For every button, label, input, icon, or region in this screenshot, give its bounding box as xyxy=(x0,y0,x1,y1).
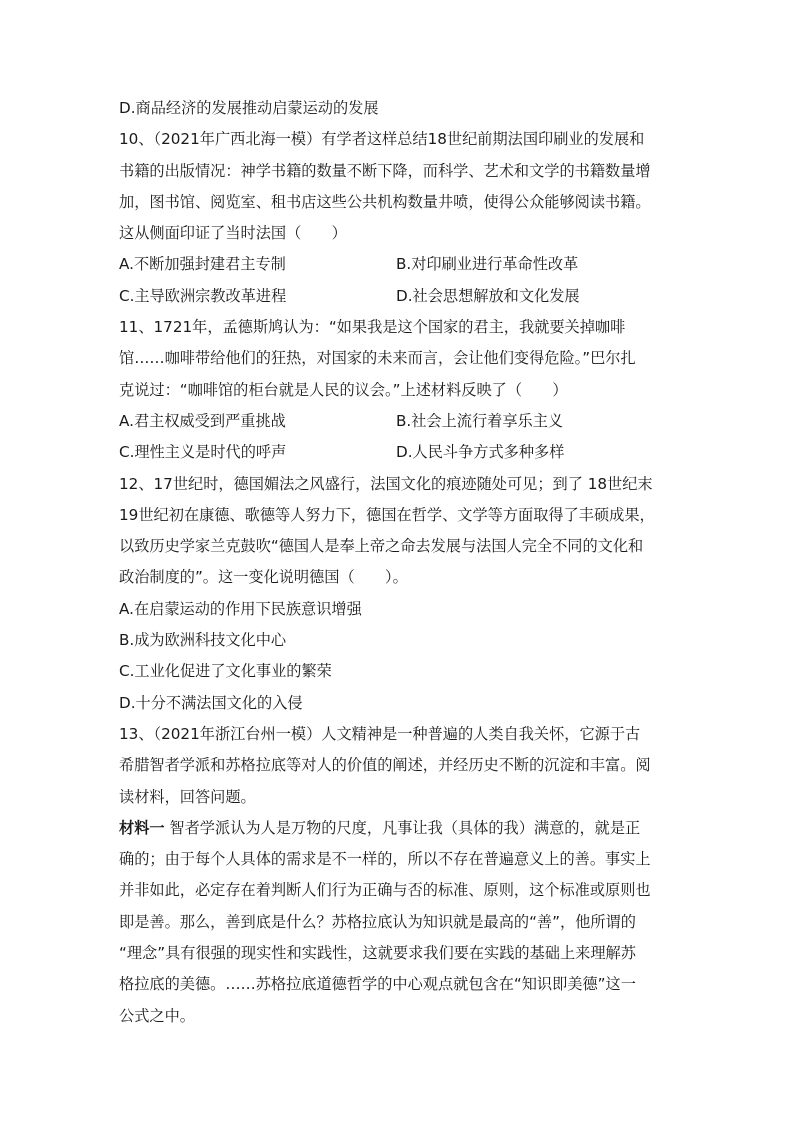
q12-stem-line-3: 以致历史学家兰克鼓吹“德国人是奉上帝之命去发展与法国人完全不同的文化和 xyxy=(119,537,644,556)
q13-material1-line-2: 确的；由于每个人具体的需求是不一样的，所以不存在普遍意义上的善。事实上 xyxy=(119,850,651,869)
exam-page xyxy=(119,93,691,1032)
q10-option-a: A.不断加强封建君主专制 xyxy=(119,255,286,274)
q10-options-row-1 xyxy=(119,249,691,280)
q11-options-row-2 xyxy=(119,437,691,468)
question-11 xyxy=(119,312,691,468)
q13-material1-line-5: “理念”具有很强的现实性和实践性，这就要求我们要在实践的基础上来理解苏 xyxy=(119,944,636,963)
q11-option-b: B.社会上流行着享乐主义 xyxy=(396,411,564,430)
q13-stem-line-2: 希腊智者学派和苏格拉底等对人的价值的阐述，并经历史不断的沉淀和丰富。阅 xyxy=(119,756,651,775)
question-10 xyxy=(119,124,691,312)
q10-stem-line-1: 10、（2021年广西北海一模）有学者这样总结18世纪前期法国印刷业的发展和 xyxy=(119,130,645,149)
q13-material1-line-4: 即是善。那么，善到底是什么？苏格拉底认为知识就是最高的“善”，他所谓的 xyxy=(119,912,636,931)
q11-stem-line-3: 克说过：“咖啡馆的柜台就是人民的议会。”上述材料反映了（ ） xyxy=(119,380,568,399)
q10-option-b: B.对印刷业进行革命性改革 xyxy=(396,255,579,274)
material1-label: 材料一 xyxy=(119,818,165,837)
material1-first-text: 智者学派认为人是万物的尺度，凡事让我（具体的我）满意的，就是正 xyxy=(169,818,641,837)
q10-stem-line-3: 加，图书馆、阅览室、租书店这些公共机构数量井喷，使得公众能够阅读书籍。 xyxy=(119,192,651,211)
q12-option-d: D.十分不满法国文化的入侵 xyxy=(119,693,303,712)
q12-option-c: C.工业化促进了文化事业的繁荣 xyxy=(119,662,332,681)
q12-option-a: A.在启蒙运动的作用下民族意识增强 xyxy=(119,599,362,618)
q13-stem-line-3: 读材料，回答问题。 xyxy=(119,787,256,806)
question-13 xyxy=(119,719,691,1032)
q11-options-row-1 xyxy=(119,406,691,437)
q11-stem-line-2: 馆……咖啡带给他们的狂热，对国家的未来而言，会让他们变得危险。”巴尔扎 xyxy=(119,349,636,368)
q13-material1-line-3: 并非如此，必定存在着判断人们行为正确与否的标准、原则，这个标准或原则也 xyxy=(119,881,651,900)
q13-stem-line-1: 13、（2021年浙江台州一模）人文精神是一种普遍的人类自我关怀，它源于古 xyxy=(119,724,641,743)
q12-stem-line-2: 19世纪初在康德、歌德等人努力下，德国在哲学、文学等方面取得了丰硕成果， xyxy=(119,505,655,524)
q10-option-d: D.社会思想解放和文化发展 xyxy=(396,286,580,305)
q11-option-a: A.君主权威受到严重挑战 xyxy=(119,411,286,430)
q13-material1-line-6: 格拉底的美德。……苏格拉底道德哲学的中心观点就包含在“知识即美德”这一 xyxy=(119,975,636,994)
q13-material1-line-7: 公式之中。 xyxy=(119,1006,195,1025)
q12-stem-line-4: 政治制度的”。这一变化说明德国（ ）。 xyxy=(119,568,408,587)
q13-material1-line-1 xyxy=(119,813,691,844)
q11-stem-line-1: 11、1721年，孟德斯鸠认为：“如果我是这个国家的君主，我就要关掉咖啡 xyxy=(119,318,626,337)
q11-option-d: D.人民斗争方式多种多样 xyxy=(396,443,565,462)
q10-option-c: C.主导欧洲宗教改革进程 xyxy=(119,286,287,305)
q10-options-row-2 xyxy=(119,281,691,312)
q12-stem-line-1: 12、17世纪时，德国媚法之风盛行，法国文化的痕迹随处可见；到了 18世纪末 xyxy=(119,474,653,493)
q10-stem-line-4: 这从侧面印证了当时法国（ ） xyxy=(119,224,347,243)
q10-stem-line-2: 书籍的出版情况：神学书籍的数量不断下降，而科学、艺术和文学的书籍数量增 xyxy=(119,161,651,180)
question-12 xyxy=(119,469,691,719)
q9-option-d: D.商品经济的发展推动启蒙运动的发展 xyxy=(119,99,379,117)
q12-option-b: B.成为欧洲科技文化中心 xyxy=(119,631,287,650)
q11-option-c: C.理性主义是时代的呼声 xyxy=(119,443,287,462)
